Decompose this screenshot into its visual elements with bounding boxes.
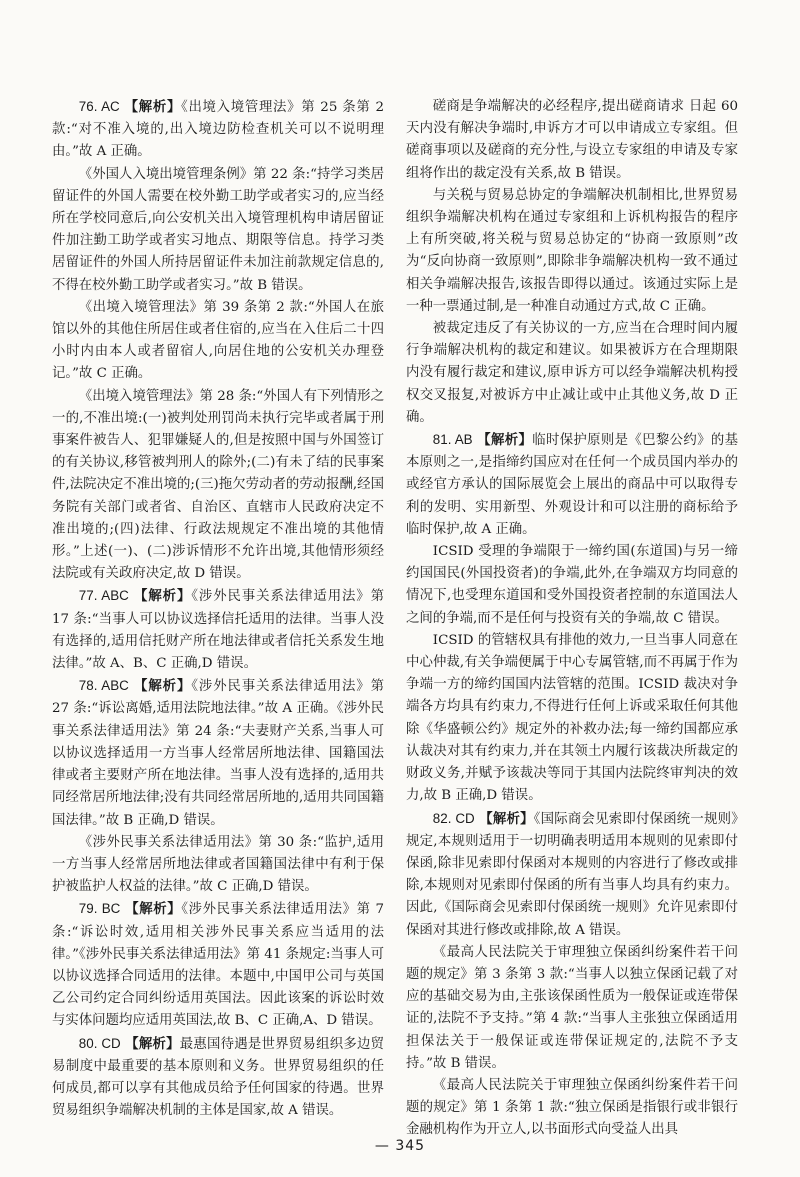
paragraph-text: 《最高人民法院关于审理独立保函纠纷案件若干问题的规定》第 1 条第 1 款:“独立保函是指银行或非银行金融机构作为开立人,以书面形式向受益人出具 [406,1077,738,1138]
analysis-tag: 【解析】 [134,588,192,605]
analysis-tag: 【解析】 [125,1035,180,1052]
page-number: — 345 [374,1138,426,1154]
answer-paragraph [406,318,738,429]
paragraph-text: 最惠国待遇是世界贸易组织多边贸易制度中最重要的基本原则和义务。世界贸易组织的任何成员,都可以享有其他成员给予任何国家的待遇。世界贸易组织争端解决机制的主体是国家,故 A 错误。 [52,1036,384,1119]
question-number: 77. ABC [78,588,129,604]
paragraph-text: 《涉外民事关系法律适用法》第 7 条:“诉讼时效,适用相关涉外民事关系应当适用的法律。”《涉外民事关系法律适用法》第 41 条规定:当事人可以协议选择合同适用的法律。本题中,中国甲公司与英国乙公司约定合同纠纷适用英国法。因此该案的诉讼时效与实体问题均应适用英国法,故 B、C 正确,A、D 错误。 [52,902,385,1029]
answer-paragraph [52,898,384,1032]
paragraph-text: 临时保护原则是《巴黎公约》的基本原则之一,是指缔约国应对在任何一个成员国内举办的或经官方承认的国际展览会上展出的商品中可以取得专利的发明、实用新型、外观设计和可以注册的商标给予临时保护,故 A 正确。 [406,433,738,537]
question-number: 79. BC [78,901,121,917]
paragraph-text: 《外国人入境出境管理条例》第 22 条:“持学习类居留证件的外国人需要在校外勤工助学或者实习的,应当经所在学校同意后,向公安机关出入境管理机构申请居留证件加注勤工助学或者实习地点、期限等信息。持学习类居留证件的外国人所持居留证件未加注前款规定信息的,不得在校外勤工助学或者实习。”故 B 错误。 [52,166,384,293]
paragraph-text: ICSID 的管辖权具有排他的效力,一旦当事人同意在中心仲裁,有关争端便属于中心专属管辖,而不再属于作为争端一方的缔约国国内法管辖的范围。ICSID 裁决对争端各方均具有约束力,不得进行任何上诉或采取任何其他除《华盛顿公约》规定外的补救办法;每一缔约国都应承认裁决对其有约束力,并在其领土内履行该裁决所裁定的财政义务,并赋予该裁决等同于其国内法院终审判决的效力,故 B 正确,D 错误。 [406,632,738,804]
paragraph-text: 《出境入境管理法》第 28 条:“外国人有下列情形之一的,不准出境:(一)被判处刑罚尚未执行完毕或者属于刑事案件被告人、犯罪嫌疑人的,但是按照中国与外国签订的有关协议,移管被判刑人的除外;(二)有未了结的民事案件,法院决定不准出境的;(三)拖欠劳动者的劳动报酬,经国务院有关部门或者省、自治区、直辖市人民政府决定不准出境的;(四)法律、行政法规规定不准出境的其他情形。”上述(一)、(二)涉诉情形不允许出境,其他情形须经法院或有关政府决定,故 D 错误。 [52,388,384,582]
question-number: 82. CD [432,810,475,826]
paragraph-text: 《最高人民法院关于审理独立保函纠纷案件若干问题的规定》第 3 条第 3 款:“当事人以独立保函记载了对应的基础交易为由,主张该保函性质为一般保证或连带保证的,法院不予支持。”第 4 款:“当事人主张独立保函适用担保法关于一般保证或连带保证规定的,法院不予支持。”故 B 错误。 [406,944,738,1071]
analysis-tag: 【解析】 [124,99,182,115]
answer-paragraph [406,630,738,808]
answer-paragraph [52,832,384,899]
answer-paragraph [406,185,738,318]
answer-paragraph [52,675,384,831]
paragraph-text: 《涉外民事关系法律适用法》第 17 条:“当事人可以协议选择信托适用的法律。当事人没有选择的,适用信托财产所在地法律或者信托关系发生地法律。”故 A、B、C 正确,D 错误。 [52,589,385,672]
answer-paragraph [52,96,384,164]
answer-paragraph [406,808,738,942]
paragraph-text: 《涉外民事关系法律适用法》第 27 条:“诉讼离婚,适用法院地法律。”故 A 正确。《涉外民事关系法律适用法》第 24 条:“夫妻财产关系,当事人可以协议选择适用一方当事人经常居所地法律、国籍国法律或者主要财产所在地法律。当事人没有选择的,适用共同经常居所地法律;没有共同经常居所地的,适用共同国籍国法律。”故 B 正确,D 错误。 [52,679,385,828]
answer-paragraph [406,942,738,1075]
answer-paragraph [52,1033,384,1123]
answer-paragraph [52,164,384,297]
paragraph-text: 《出境入境管理法》第 39 条第 2 款:“外国人在旅馆以外的其他住所居住或者住宿的,应当在入住后二十四小时内由本人或者留宿人,向居住地的公安机关办理登记。”故 C 正确。 [52,299,384,382]
answer-paragraph [406,541,738,630]
question-number: 76. AC [78,99,120,114]
two-column-body [52,96,738,1142]
analysis-tag: 【解析】 [125,901,182,918]
paragraph-text: 与关税与贸易总协定的争端解决机制相比,世界贸易组织争端解决机构在通过专家组和上诉机构报告的程序上有所突破,将关税与贸易总协定的“协商一致原则”改为“反向协商一致原则”,即除非争端解决机构一致不通过相关争端解决报告,该报告即得以通过。该通过实际上是一种一票通过制,是一种准自动通过方式,故 C 正确。 [406,187,738,314]
analysis-tag: 【解析】 [479,810,534,827]
question-number: 78. ABC [78,678,129,694]
question-number: 81. AB [432,432,473,448]
question-number: 80. CD [78,1035,121,1051]
answer-paragraph [52,297,384,386]
answer-paragraph [406,1075,738,1142]
paragraph-text: 磋商是争端解决的必经程序,提出磋商请求 日起 60 天内没有解决争端时,申诉方才可以申请成立专家组。但磋商事项以及磋商的充分性,与设立专家组的申请及专家组将作出的裁定没有关系,故 B 错误。 [406,99,738,181]
answer-paragraph [406,96,738,185]
analysis-tag: 【解析】 [477,432,533,449]
paragraph-text: ICSID 受理的争端限于一缔约国(东道国)与另一缔约国国民(外国投资者)的争端,此外,在争端双方均同意的情况下,也受理东道国和受外国投资者控制的东道国法人之间的争端,而不是任何与投资有关的争端,故 C 错误。 [406,544,738,626]
analysis-tag: 【解析】 [134,678,192,695]
answer-paragraph [52,386,384,586]
left-column [52,96,384,1142]
answer-paragraph [406,429,738,541]
paragraph-text: 被裁定违反了有关协议的一方,应当在合理时间内履行争端解决机构的裁定和建议。如果被诉方在合理期限内没有履行裁定和建议,原申诉方可以经争端解决机构授权交叉报复,对被诉方中止减让或中止其他义务,故 D 正确。 [406,321,738,425]
paragraph-text: 《出境入境管理法》第 25 条第 2 款:“对不准入境的,出入境边防检查机关可以不说明理由。”故 A 正确。 [52,100,384,160]
right-column [406,96,738,1142]
paragraph-text: 《涉外民事关系法律适用法》第 30 条:“监护,适用一方当事人经常居所地法律或者国籍国法律中有利于保护被监护人权益的法律。”故 C 正确,D 错误。 [52,834,384,895]
paragraph-text: 《国际商会见索即付保函统一规则》规定,本规则适用于一切明确表明适用本规则的见索即付保函,除非见索即付保函对本规则的内容进行了修改或排除,本规则对见索即付保函的所有当事人均具有约束力。因此,《国际商会见索即付保函统一规则》允许见索即付保函对其进行修改或排除,故 A 错误。 [406,811,738,938]
answer-paragraph [52,585,384,675]
